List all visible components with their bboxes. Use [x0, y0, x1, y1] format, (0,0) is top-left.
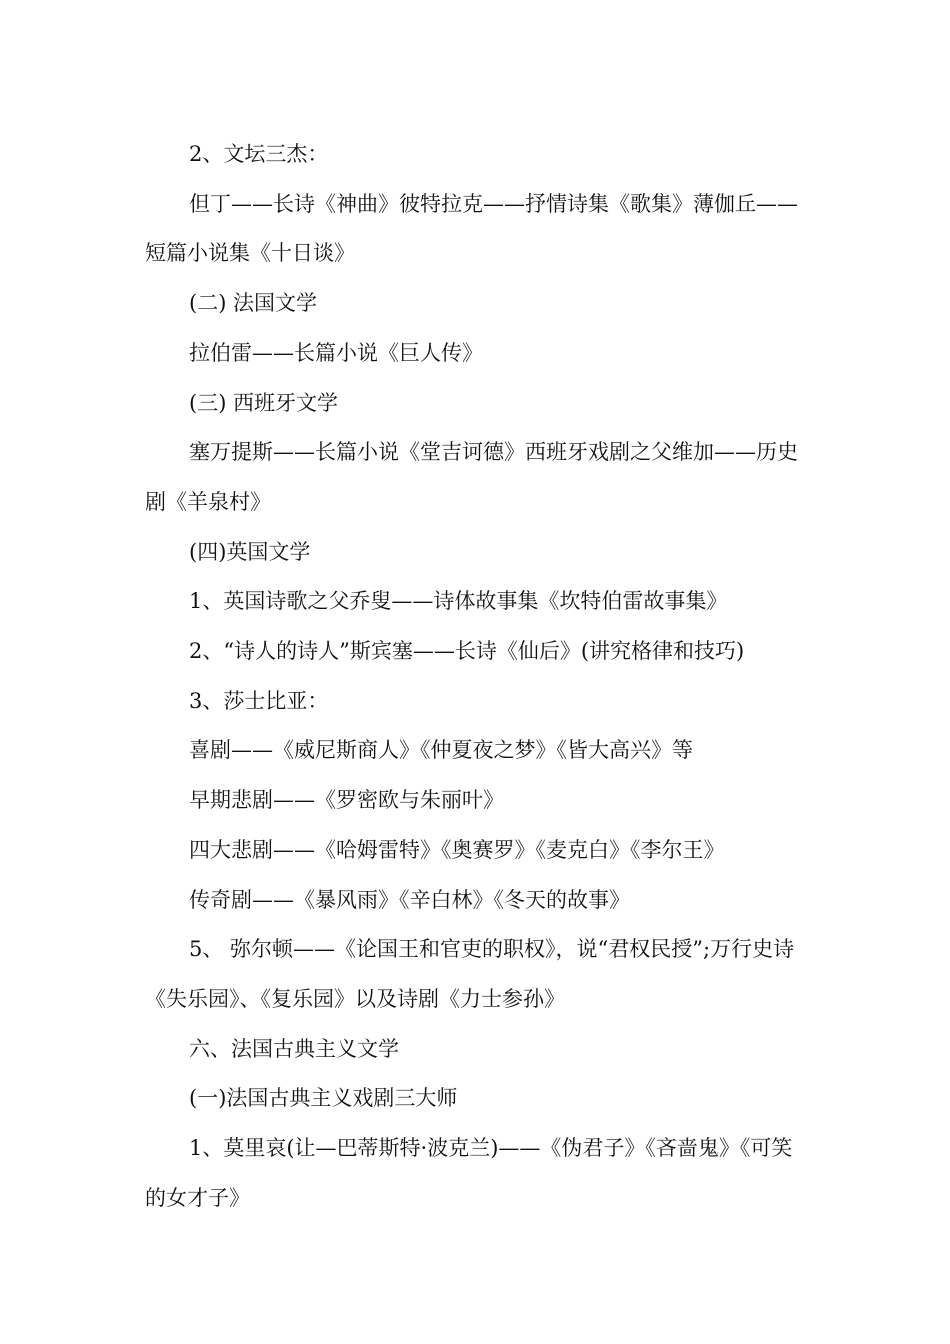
paragraph-four-great-tragedies: 四大悲剧——《哈姆雷特》《奥赛罗》《麦克白》《李尔王》 [189, 837, 725, 862]
paragraph-shakespeare-heading: 3、莎士比亚： [189, 688, 329, 713]
paragraph-moliere: 1、莫里哀(让—巴蒂斯特·波克兰)——《伪君子》《吝啬鬼》《可笑的女才子》 [145, 1136, 793, 1210]
paragraph-cervantes-vega: 塞万提斯——长篇小说《堂吉诃德》西班牙戏剧之父维加——历史剧《羊泉村》 [145, 440, 798, 514]
paragraph-romances: 传奇剧——《暴风雨》《辛白林》《冬天的故事》 [189, 887, 630, 912]
paragraph-wentan-sanjie-heading: 2、文坛三杰： [189, 142, 329, 166]
document-body [145, 130, 810, 1223]
paragraph-spanish-literature-heading: (三) 西班牙文学 [189, 390, 339, 415]
paragraph-english-literature-heading: (四)英国文学 [189, 539, 311, 564]
paragraph-spenser: 2、“诗人的诗人”斯宾塞——长诗《仙后》(讲究格律和技巧) [189, 639, 745, 664]
paragraph-comedies: 喜剧——《威尼斯商人》《仲夏夜之梦》《皆大高兴》等 [189, 738, 693, 763]
paragraph-milton: 5、 弥尔顿——《论国王和官吏的职权》，说“君权民授”;万行史诗《失乐园》、《复乐园》以及诗剧《力士参孙》 [145, 937, 795, 1011]
paragraph-french-literature-heading: (二) 法国文学 [189, 291, 318, 316]
paragraph-dante-petrarch-boccaccio: 但丁——长诗《神曲》彼特拉克——抒情诗集《歌集》薄伽丘——短篇小说集《十日谈》 [145, 191, 798, 266]
paragraph-rabelais: 拉伯雷——长篇小说《巨人传》 [189, 340, 483, 365]
paragraph-early-tragedy: 早期悲剧——《罗密欧与朱丽叶》 [189, 788, 504, 813]
paragraph-three-masters-heading: (一)法国古典主义戏剧三大师 [189, 1086, 458, 1111]
paragraph-chaucer: 1、英国诗歌之父乔叟——诗体故事集《坎特伯雷故事集》 [189, 589, 728, 614]
paragraph-french-classicism-heading: 六、法国古典主义文学 [189, 1036, 399, 1061]
